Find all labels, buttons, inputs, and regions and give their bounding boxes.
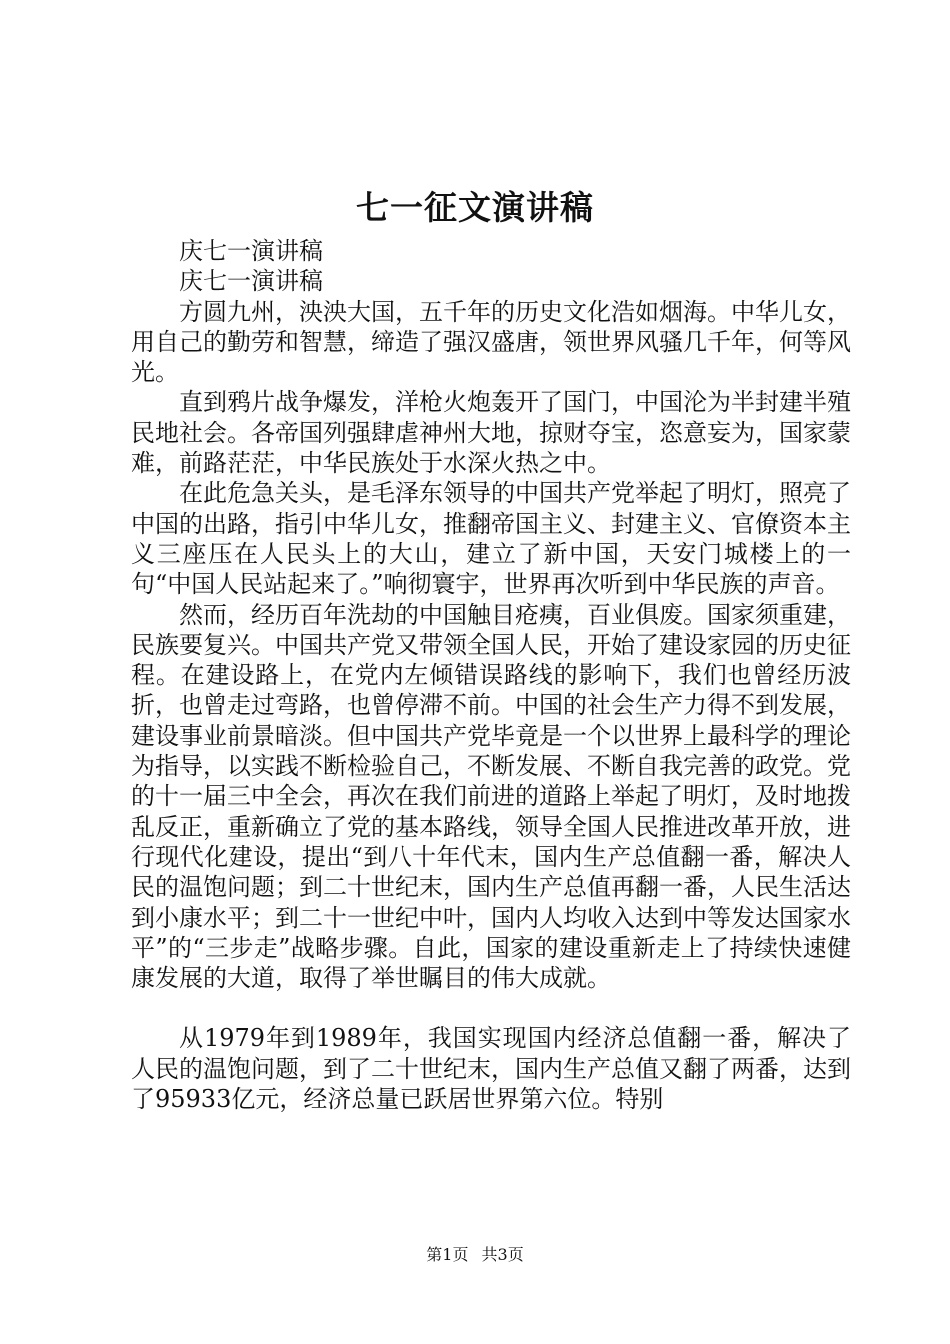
paragraph-subtitle-1: 庆七一演讲稿 [179, 237, 323, 265]
paragraph-new-china: 在此危急关头，是毛泽东领导的中国共产党举起了明灯，照亮了中国的出路，指引中华儿女，推翻帝国主义、封建主义、官僚资本主义三座压在人民头上的大山，建立了新中国，天安门城楼上的一句“中国人民站起来了。”响彻寰宇，世界再次听到中华民族的声音。 [131, 479, 851, 599]
paragraph-economy: 从1979年到1989年，我国实现国内经济总值翻一番，解决了人民的温饱问题，到了二十世纪末，国内生产总值又翻了两番，达到了95933亿元，经济总量已跃居世界第六位。特别 [131, 1024, 851, 1114]
document-body [131, 236, 851, 1114]
page-number-total: 共3页 [481, 1245, 524, 1264]
paragraph-intro: 方圆九州，泱泱大国，五千年的历史文化浩如烟海。中华儿女，用自己的勤劳和智慧，缔造了强汉盛唐，领世界风骚几千年，何等风光。 [131, 297, 851, 387]
document-title: 七一征文演讲稿 [356, 188, 594, 227]
paragraph-reconstruction: 然而，经历百年洗劫的中国触目疮痍，百业俱废。国家须重建，民族要复兴。中国共产党又带领全国人民，开始了建设家园的历史征程。在建设路上，在党内左倾错误路线的影响下，我们也曾经历波折，也曾走过弯路，也曾停滞不前。中国的社会生产力得不到发展，建设事业前景暗淡。但中国共产党毕竟是一个以世界上最科学的理论为指导，以实践不断检验自己，不断发展、不断自我完善的政党。党的十一届三中全会，再次在我们前进的道路上举起了明灯，及时地拨乱反正，重新确立了党的基本路线，领导全国人民推进改革开放，进行现代化建设，提出“到八十年代末，国内生产总值翻一番，解决人民的温饱问题；到二十世纪末，国内生产总值再翻一番，人民生活达到小康水平；到二十一世纪中叶，国内人均收入达到中等发达国家水平”的“三步走”战略步骤。自此，国家的建设重新走上了持续快速健康发展的大道，取得了举世瞩目的伟大成就。 [131, 600, 851, 993]
page-number-current: 第1页 [426, 1245, 469, 1264]
paragraph-subtitle-2: 庆七一演讲稿 [179, 267, 323, 296]
paragraph-opium-war: 直到鸦片战争爆发，洋枪火炮轰开了国门，中国沦为半封建半殖民地社会。各帝国列强肆虐神州大地，掠财夺宝，恣意妄为，国家蒙难，前路茫茫，中华民族处于水深火热之中。 [131, 388, 851, 478]
page-footer [0, 1244, 950, 1266]
